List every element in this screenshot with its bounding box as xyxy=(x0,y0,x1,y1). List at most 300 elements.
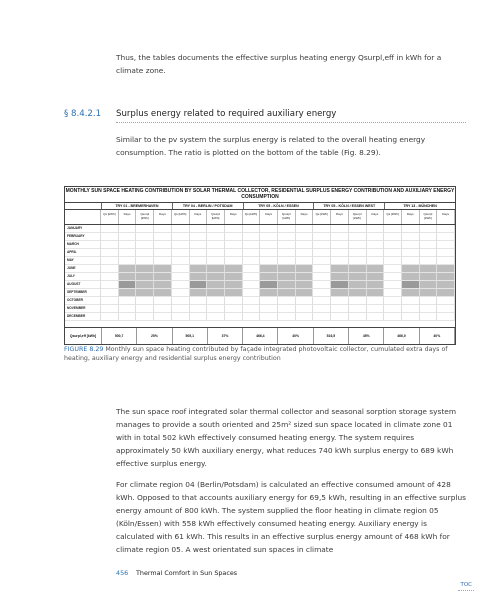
table-cell xyxy=(349,305,367,313)
table-cell xyxy=(172,273,190,281)
table-cell xyxy=(225,281,243,289)
table-cell xyxy=(296,273,314,281)
table-cell xyxy=(420,313,438,321)
table-cell xyxy=(190,249,208,257)
table-cell xyxy=(190,289,208,297)
table-cell xyxy=(172,241,190,249)
table-cell xyxy=(367,305,385,313)
table-cell xyxy=(190,297,208,305)
section-number: § 8.4.2.1 xyxy=(64,109,102,119)
table-cell xyxy=(349,281,367,289)
table-cell xyxy=(172,281,190,289)
footer-cell: 505,1 xyxy=(173,328,208,344)
table-cell xyxy=(313,249,331,257)
subheader-cell: Qsurpl [kWh] xyxy=(349,210,367,224)
table-cell xyxy=(243,265,261,273)
table-cell xyxy=(225,305,243,313)
footer-cell: 466,4 xyxy=(243,328,278,344)
table-cell xyxy=(101,225,119,233)
table-cell xyxy=(296,289,314,297)
table-cell xyxy=(437,305,455,313)
footer-cell: 40% xyxy=(420,328,455,344)
table-cell xyxy=(136,305,154,313)
table-cell xyxy=(260,305,278,313)
footer-cell: 466,0 xyxy=(384,328,419,344)
table-cell xyxy=(225,233,243,241)
table-cell xyxy=(384,233,402,241)
table-cell xyxy=(402,241,420,249)
table-cell xyxy=(154,249,172,257)
table-cell xyxy=(172,257,190,265)
body-paragraph-1: Similar to the pv system the surplus energy is related to the overall heating energy consumption. The ratio is plotted on the bottom of the table (Fig. 8.29). xyxy=(116,135,426,157)
table-cell xyxy=(119,233,137,241)
table-cell xyxy=(331,297,349,305)
table-cell xyxy=(437,233,455,241)
subheader-cell: Qsurpl [kWh] xyxy=(207,210,225,224)
table-cell xyxy=(278,273,296,281)
table-cell xyxy=(207,273,225,281)
table-cell xyxy=(190,241,208,249)
footer-cell: 500,7 xyxy=(102,328,137,344)
table-cell xyxy=(296,297,314,305)
table-cell xyxy=(367,273,385,281)
body-paragraph-3: For climate region 04 (Berlin/Potsdam) is calculated an effective consumed amount of 428 kWh. Opposed to that accounts auxiliary energy for 69,5 kWh, resulting in an effective surplus energy amount of 800 kWh. The system supplied the floor heating in climate region 05 (Köln/Essen) with 558 kWh effectively consumed heating energy. Auxiliary energy is calculated with 61 kWh. This results in an effective surplus energy amount of 468 kWh for climate region 05. A west orientated sun spaces in climate xyxy=(116,480,466,554)
table-cell xyxy=(402,265,420,273)
table-cell xyxy=(243,281,261,289)
table-cell xyxy=(420,241,438,249)
table-cell xyxy=(437,241,455,249)
subheader-cell: Days xyxy=(437,210,455,224)
table-cell xyxy=(260,249,278,257)
table-cell xyxy=(437,225,455,233)
table-cell xyxy=(243,289,261,297)
section-title: Surplus energy related to required auxiliary energy xyxy=(116,109,337,119)
table-cell xyxy=(313,233,331,241)
table-cell xyxy=(260,257,278,265)
table-cell xyxy=(172,297,190,305)
table-cell xyxy=(349,257,367,265)
table-cell xyxy=(207,257,225,265)
group-header: TRY 05 - KÖLN / ESSEN xyxy=(244,203,315,209)
table-cell xyxy=(136,233,154,241)
table-cell xyxy=(101,289,119,297)
subheader-cell: Days xyxy=(331,210,349,224)
table-cell xyxy=(243,241,261,249)
table-cell xyxy=(367,233,385,241)
table-cell xyxy=(402,233,420,241)
table-cell xyxy=(154,281,172,289)
body-paragraph-2: The sun space roof integrated solar thermal collector and seasonal sorption storage system manages to provide a south oriented and 25m² sized sun space located in climate zone 01 with in total 502 kWh effectively consumed heating energy. The system requires approximately 50 kWh auxiliary energy, what reduces 740 kWh surplus energy to 689 kWh effective surplus energy. xyxy=(116,407,457,468)
table-cell xyxy=(384,257,402,265)
table-cell xyxy=(278,297,296,305)
table-cell xyxy=(119,241,137,249)
month-label: NOVEMBER xyxy=(65,305,101,313)
table-cell xyxy=(437,313,455,321)
subheader-cell: Qs [kWh] xyxy=(172,210,190,224)
table-cell xyxy=(172,289,190,297)
caption-text: Monthly sun space heating contributed by façade integrated photovoltaic collector, cumulated extra days of heating, auxiliary energy and residential surplus energy contribution xyxy=(64,346,448,362)
table-cell xyxy=(101,305,119,313)
table-cell xyxy=(402,257,420,265)
month-label: APRIL xyxy=(65,249,101,257)
table-cell xyxy=(349,225,367,233)
table-cell xyxy=(437,297,455,305)
table-cell xyxy=(296,265,314,273)
table-cell xyxy=(278,313,296,321)
table-cell xyxy=(260,281,278,289)
table-cell xyxy=(349,273,367,281)
table-cell xyxy=(349,249,367,257)
table-cell xyxy=(172,305,190,313)
table-cell xyxy=(225,225,243,233)
table-cell xyxy=(190,257,208,265)
table-cell xyxy=(420,249,438,257)
table-cell xyxy=(136,289,154,297)
table-cell xyxy=(313,241,331,249)
table-cell xyxy=(260,265,278,273)
table-cell xyxy=(190,225,208,233)
table-cell xyxy=(402,273,420,281)
month-label: MAY xyxy=(65,257,101,265)
table-cell xyxy=(190,305,208,313)
table-cell xyxy=(136,225,154,233)
table-cell xyxy=(331,305,349,313)
table-cell xyxy=(384,249,402,257)
data-table xyxy=(64,186,456,345)
table-cell xyxy=(367,225,385,233)
intro-paragraph: Thus, the tables documents the effective surplus heating energy Qsurpl,eff in kWh for a climate zone. xyxy=(116,53,442,75)
table-cell xyxy=(437,289,455,297)
table-cell xyxy=(331,289,349,297)
table-cell xyxy=(154,305,172,313)
table-cell xyxy=(172,265,190,273)
group-header: TRY 04 - BERLIN / POTSDAM xyxy=(173,203,244,209)
table-body xyxy=(65,225,455,321)
table-cell xyxy=(437,249,455,257)
subheader-cell: Days xyxy=(190,210,208,224)
table-cell xyxy=(437,281,455,289)
table-cell xyxy=(260,273,278,281)
table-cell xyxy=(225,257,243,265)
table-cell xyxy=(331,273,349,281)
table-cell xyxy=(278,289,296,297)
group-header: TRY 05 - KÖLN / ESSEN WEST xyxy=(314,203,385,209)
subheader-cell: Qs [kWh] xyxy=(313,210,331,224)
table-cell xyxy=(313,289,331,297)
table-cell xyxy=(367,249,385,257)
footer-label: Qsurpl,eff [kWh] xyxy=(65,328,102,344)
table-cell xyxy=(243,297,261,305)
table-corner xyxy=(65,203,102,209)
table-cell xyxy=(260,241,278,249)
table-cell xyxy=(313,273,331,281)
month-label: SEPTEMBER xyxy=(65,289,101,297)
table-cell xyxy=(384,297,402,305)
table-cell xyxy=(260,289,278,297)
table-cell xyxy=(331,257,349,265)
table-cell xyxy=(207,313,225,321)
table-cell xyxy=(190,233,208,241)
table-cell xyxy=(101,273,119,281)
table-cell xyxy=(154,257,172,265)
table-cell xyxy=(243,305,261,313)
table-cell xyxy=(172,233,190,241)
table-cell xyxy=(278,233,296,241)
table-cell xyxy=(136,265,154,273)
table-cell xyxy=(367,257,385,265)
table-cell xyxy=(420,265,438,273)
subheader-cell: Days xyxy=(154,210,172,224)
table-cell xyxy=(420,225,438,233)
subheader-cell: Qs [kWh] xyxy=(384,210,402,224)
table-cell xyxy=(278,305,296,313)
table-cell xyxy=(313,297,331,305)
table-cell xyxy=(384,289,402,297)
table-cell xyxy=(437,273,455,281)
table-cell xyxy=(154,297,172,305)
table-cell xyxy=(420,305,438,313)
table-cell xyxy=(207,233,225,241)
table-cell xyxy=(367,265,385,273)
subheader-cell: Days xyxy=(260,210,278,224)
table-cell xyxy=(207,225,225,233)
table-cell xyxy=(367,281,385,289)
table-cell xyxy=(136,281,154,289)
table-cell xyxy=(154,265,172,273)
table-cell xyxy=(260,297,278,305)
table-cell xyxy=(101,313,119,321)
subheader-cell: Days xyxy=(119,210,137,224)
section-divider xyxy=(116,122,466,123)
table-cell xyxy=(207,265,225,273)
subheader-cell: Qsurpl [kWh] xyxy=(420,210,438,224)
table-cell xyxy=(190,273,208,281)
table-cell xyxy=(243,233,261,241)
table-cell xyxy=(136,257,154,265)
table-cell xyxy=(349,297,367,305)
table-cell xyxy=(384,241,402,249)
footer-cell: 37% xyxy=(208,328,243,344)
table-cell xyxy=(402,225,420,233)
table-cell xyxy=(119,289,137,297)
toc-underline xyxy=(458,590,474,591)
table-cell xyxy=(225,297,243,305)
table-cell xyxy=(296,313,314,321)
table-cell xyxy=(190,313,208,321)
table-cell xyxy=(154,289,172,297)
table-cell xyxy=(243,257,261,265)
table-cell xyxy=(225,289,243,297)
table-cell xyxy=(420,273,438,281)
subheader-cell: Qsurpl [kWh] xyxy=(136,210,154,224)
table-cell xyxy=(154,225,172,233)
table-cell xyxy=(207,289,225,297)
footer-cell: 516,5 xyxy=(314,328,349,344)
table-cell xyxy=(402,305,420,313)
table-cell xyxy=(313,257,331,265)
subheader-cell: Qs [kWh] xyxy=(101,210,119,224)
table-cell xyxy=(136,249,154,257)
table-cell xyxy=(367,313,385,321)
table-cell xyxy=(207,305,225,313)
table-cell xyxy=(225,313,243,321)
month-label: OCTOBER xyxy=(65,297,101,305)
table-cell xyxy=(313,281,331,289)
table-cell xyxy=(313,313,331,321)
table-cell xyxy=(402,297,420,305)
toc-link[interactable]: TOC xyxy=(460,582,472,588)
table-cell xyxy=(384,313,402,321)
table-cell xyxy=(154,241,172,249)
table-cell xyxy=(313,265,331,273)
table-cell xyxy=(172,313,190,321)
table-cell xyxy=(243,225,261,233)
table-cell xyxy=(349,265,367,273)
table-cell xyxy=(154,313,172,321)
table-cell xyxy=(367,297,385,305)
table-cell xyxy=(101,257,119,265)
subheader-cell: Qs [kWh] xyxy=(243,210,261,224)
table-cell xyxy=(278,249,296,257)
table-cell xyxy=(278,225,296,233)
footer-cell: 40% xyxy=(278,328,313,344)
table-cell xyxy=(296,249,314,257)
table-cell xyxy=(296,281,314,289)
footer-cell: 25% xyxy=(137,328,172,344)
table-cell xyxy=(243,249,261,257)
table-cell xyxy=(367,241,385,249)
table-cell xyxy=(367,289,385,297)
table-cell xyxy=(119,265,137,273)
table-cell xyxy=(384,281,402,289)
table-cell xyxy=(349,241,367,249)
table-cell xyxy=(260,313,278,321)
table-cell xyxy=(225,249,243,257)
table-cell xyxy=(119,313,137,321)
table-cell xyxy=(349,289,367,297)
table-cell xyxy=(172,225,190,233)
table-cell xyxy=(119,305,137,313)
table-cell xyxy=(420,257,438,265)
table-cell xyxy=(260,225,278,233)
table-cell xyxy=(384,273,402,281)
table-cell xyxy=(278,281,296,289)
table-cell xyxy=(331,265,349,273)
subheader-cell: Days xyxy=(225,210,243,224)
table-cell xyxy=(331,281,349,289)
table-cell xyxy=(154,273,172,281)
figure-caption xyxy=(64,345,454,363)
table-cell xyxy=(119,281,137,289)
month-label: MARCH xyxy=(65,241,101,249)
table-cell xyxy=(119,257,137,265)
table-cell xyxy=(190,281,208,289)
table-cell xyxy=(313,305,331,313)
table-cell xyxy=(331,233,349,241)
month-label: FEBRUARY xyxy=(65,233,101,241)
table-cell xyxy=(136,313,154,321)
table-cell xyxy=(278,257,296,265)
month-label: JANUARY xyxy=(65,225,101,233)
table-cell xyxy=(420,297,438,305)
table-cell xyxy=(225,241,243,249)
table-cell xyxy=(331,225,349,233)
month-label: AUGUST xyxy=(65,281,101,289)
month-label: JUNE xyxy=(65,265,101,273)
table-cell xyxy=(101,241,119,249)
subheader-cell: Days xyxy=(402,210,420,224)
table-cell xyxy=(207,241,225,249)
table-footer xyxy=(65,327,455,344)
table-cell xyxy=(119,297,137,305)
month-label: DECEMBER xyxy=(65,313,101,321)
subheader-cell: Qsurpl [kWh] xyxy=(278,210,296,224)
table-cell xyxy=(402,249,420,257)
table-cell xyxy=(349,233,367,241)
table-cell xyxy=(331,241,349,249)
table-cell xyxy=(101,233,119,241)
table-cell xyxy=(136,297,154,305)
subheader-cell: Days xyxy=(296,210,314,224)
table-cell xyxy=(172,249,190,257)
group-header: TRY 13 - MÜNCHEN xyxy=(403,204,437,208)
table-cell xyxy=(101,297,119,305)
table-cell xyxy=(101,265,119,273)
table-cell xyxy=(349,313,367,321)
table-cell xyxy=(136,273,154,281)
table-cell xyxy=(296,241,314,249)
table-cell xyxy=(207,281,225,289)
table-cell xyxy=(136,241,154,249)
table-title: MONTHLY SUN SPACE HEATING CONTRIBUTION BY SOLAR THERMAL COLLECTOR, RESIDENTIAL SURPLUS ENERGY CONTRIBUTION AND AUXILIARY ENERGY CONSUMPTION xyxy=(65,188,455,200)
table-cell xyxy=(420,289,438,297)
caption-label: FIGURE 8.29 xyxy=(64,346,104,353)
table-cell xyxy=(296,257,314,265)
table-cell xyxy=(437,265,455,273)
table-cell xyxy=(296,225,314,233)
table-cell xyxy=(331,313,349,321)
table-cell xyxy=(101,249,119,257)
table-cell xyxy=(402,289,420,297)
table-cell xyxy=(296,305,314,313)
table-cell xyxy=(296,233,314,241)
table-cell xyxy=(278,265,296,273)
running-title: Thermal Comfort in Sun Spaces xyxy=(136,569,238,577)
table-cell xyxy=(313,225,331,233)
table-cell xyxy=(402,313,420,321)
table-cell xyxy=(154,233,172,241)
table-sub-headers xyxy=(65,209,455,225)
table-cell xyxy=(278,241,296,249)
table-cell xyxy=(119,249,137,257)
table-cell xyxy=(119,273,137,281)
footer-cell: 45% xyxy=(349,328,384,344)
table-cell xyxy=(437,257,455,265)
page-number: 456 xyxy=(116,569,129,577)
table-cell xyxy=(331,249,349,257)
month-label: JULY xyxy=(65,273,101,281)
subheader-cell: Days xyxy=(367,210,385,224)
table-cell xyxy=(402,281,420,289)
table-group-headers xyxy=(65,202,455,209)
table-cell xyxy=(225,273,243,281)
table-cell xyxy=(384,265,402,273)
group-header: TRY 01 - BREMERHAVEN xyxy=(102,203,173,209)
table-cell xyxy=(119,225,137,233)
table-cell xyxy=(243,273,261,281)
table-cell xyxy=(207,297,225,305)
table-cell xyxy=(260,233,278,241)
